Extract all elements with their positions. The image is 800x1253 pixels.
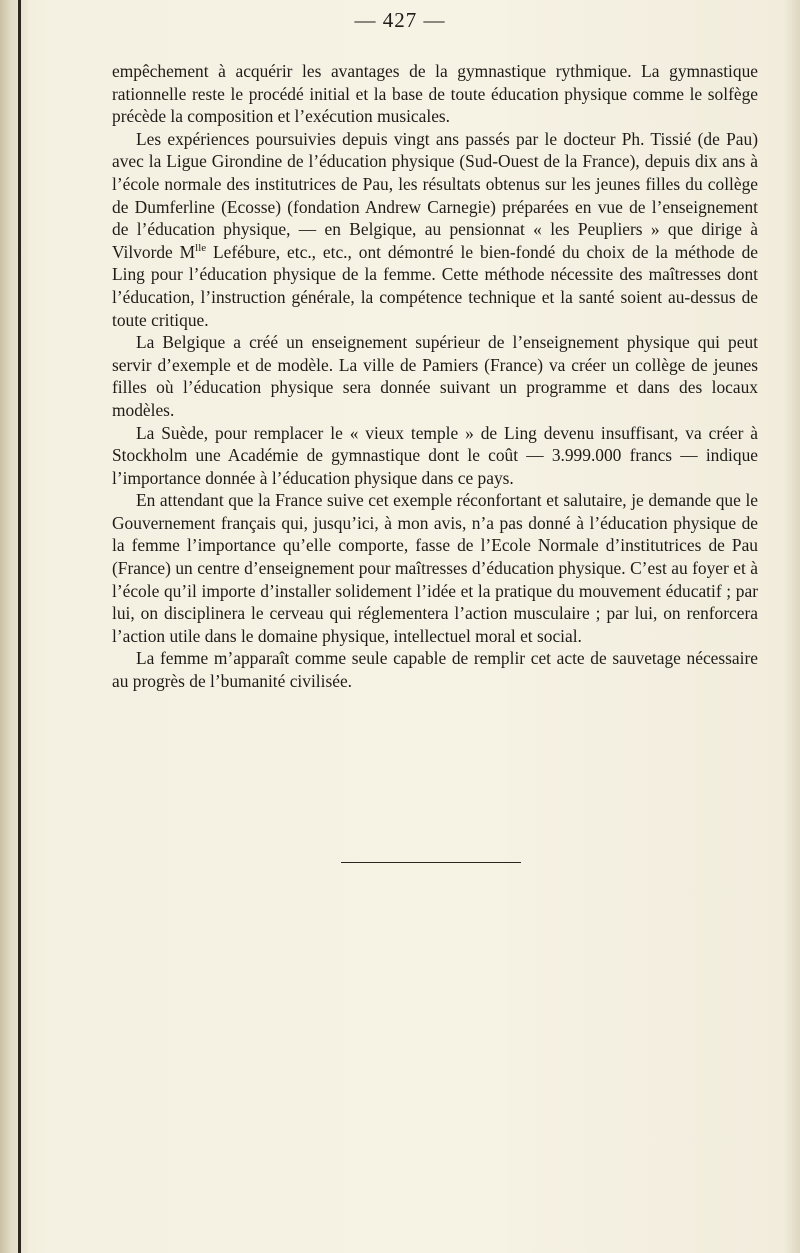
book-spine-shadow xyxy=(0,0,28,1253)
binding-edge xyxy=(18,0,21,1253)
paragraph-1: empêchement à acquérir les avantages de la gymnastique rythmique. La gymnastique rationnelle reste le procédé initial et la base de toute éducation physique comme le solfège précède la composition et l’exécution musicales. xyxy=(112,61,758,127)
paragraph-2-text: Les expériences poursuivies depuis vingt ans passés par le docteur Ph. Tissié (de Pau) avec la Ligue Girondine de l’éducation physique (Sud-Ouest de la France), depuis dix ans à l’école normale des institutrices de Pau, les résultats obtenus sur les jeunes filles du collège de Dumferline (Ecosse) (fondation Andrew Carnegie) préparées en vue de l’enseignement de l’éducation physique, — en Belgique, au pensionnat « les Peupliers » que dirige à Vilvorde M xyxy=(112,128,758,262)
body-text xyxy=(112,60,758,693)
mademoiselle-superscript: lle xyxy=(195,241,207,254)
page-edge xyxy=(784,0,800,1253)
paragraph-2 xyxy=(112,128,758,331)
paragraph-5: En attendant que la France suive cet exemple réconfortant et salutaire, je demande que le Gouvernement français qui, jusqu’ici, à mon avis, n’a pas donné à l’éducation physique de la femme l’importance qu’elle comporte, fasse de l’Ecole Normale d’institutrices de Pau (France) un centre d’enseignement pour maîtresses d’éducation physique. C’est au foyer et à l’école qu’il importe d’installer solidement l’idée et la pratique du mouvement éducatif ; par lui, on disciplinera le cerveau qui réglementera l’action musculaire ; par lui, on renforcera l’action utile dans le domaine physique, intellectuel moral et social. xyxy=(112,490,758,646)
paragraph-2-tail: Lefébure, etc., etc., ont démontré le bien-fondé du choix de la méthode de Ling pour l’éducation physique de la femme. Cette méthode nécessite des maîtresses dont l’éducation, l’instruction générale, la compétence technique et la santé soient au-dessus de toute critique. xyxy=(112,241,758,330)
end-rule xyxy=(341,862,521,863)
paragraph-3: La Belgique a créé un enseignement supérieur de l’enseignement physique qui peut servir d’exemple et de modèle. La ville de Pamiers (France) va créer un collège de jeunes filles où l’éducation physique sera donnée suivant un programme et dans des locaux modèles. xyxy=(112,332,758,420)
paragraph-6: La femme m’apparaît comme seule capable de remplir cet acte de sauvetage nécessaire au progrès de l’bumanité civilisée. xyxy=(112,648,758,692)
page-number: — 427 — xyxy=(354,8,446,32)
paragraph-4: La Suède, pour remplacer le « vieux temple » de Ling devenu insuffisant, va créer à Stockholm une Académie de gymnastique dont le coût — 3.999.000 francs — indique l’importance donnée à l’éducation physique dans ce pays. xyxy=(112,422,758,488)
